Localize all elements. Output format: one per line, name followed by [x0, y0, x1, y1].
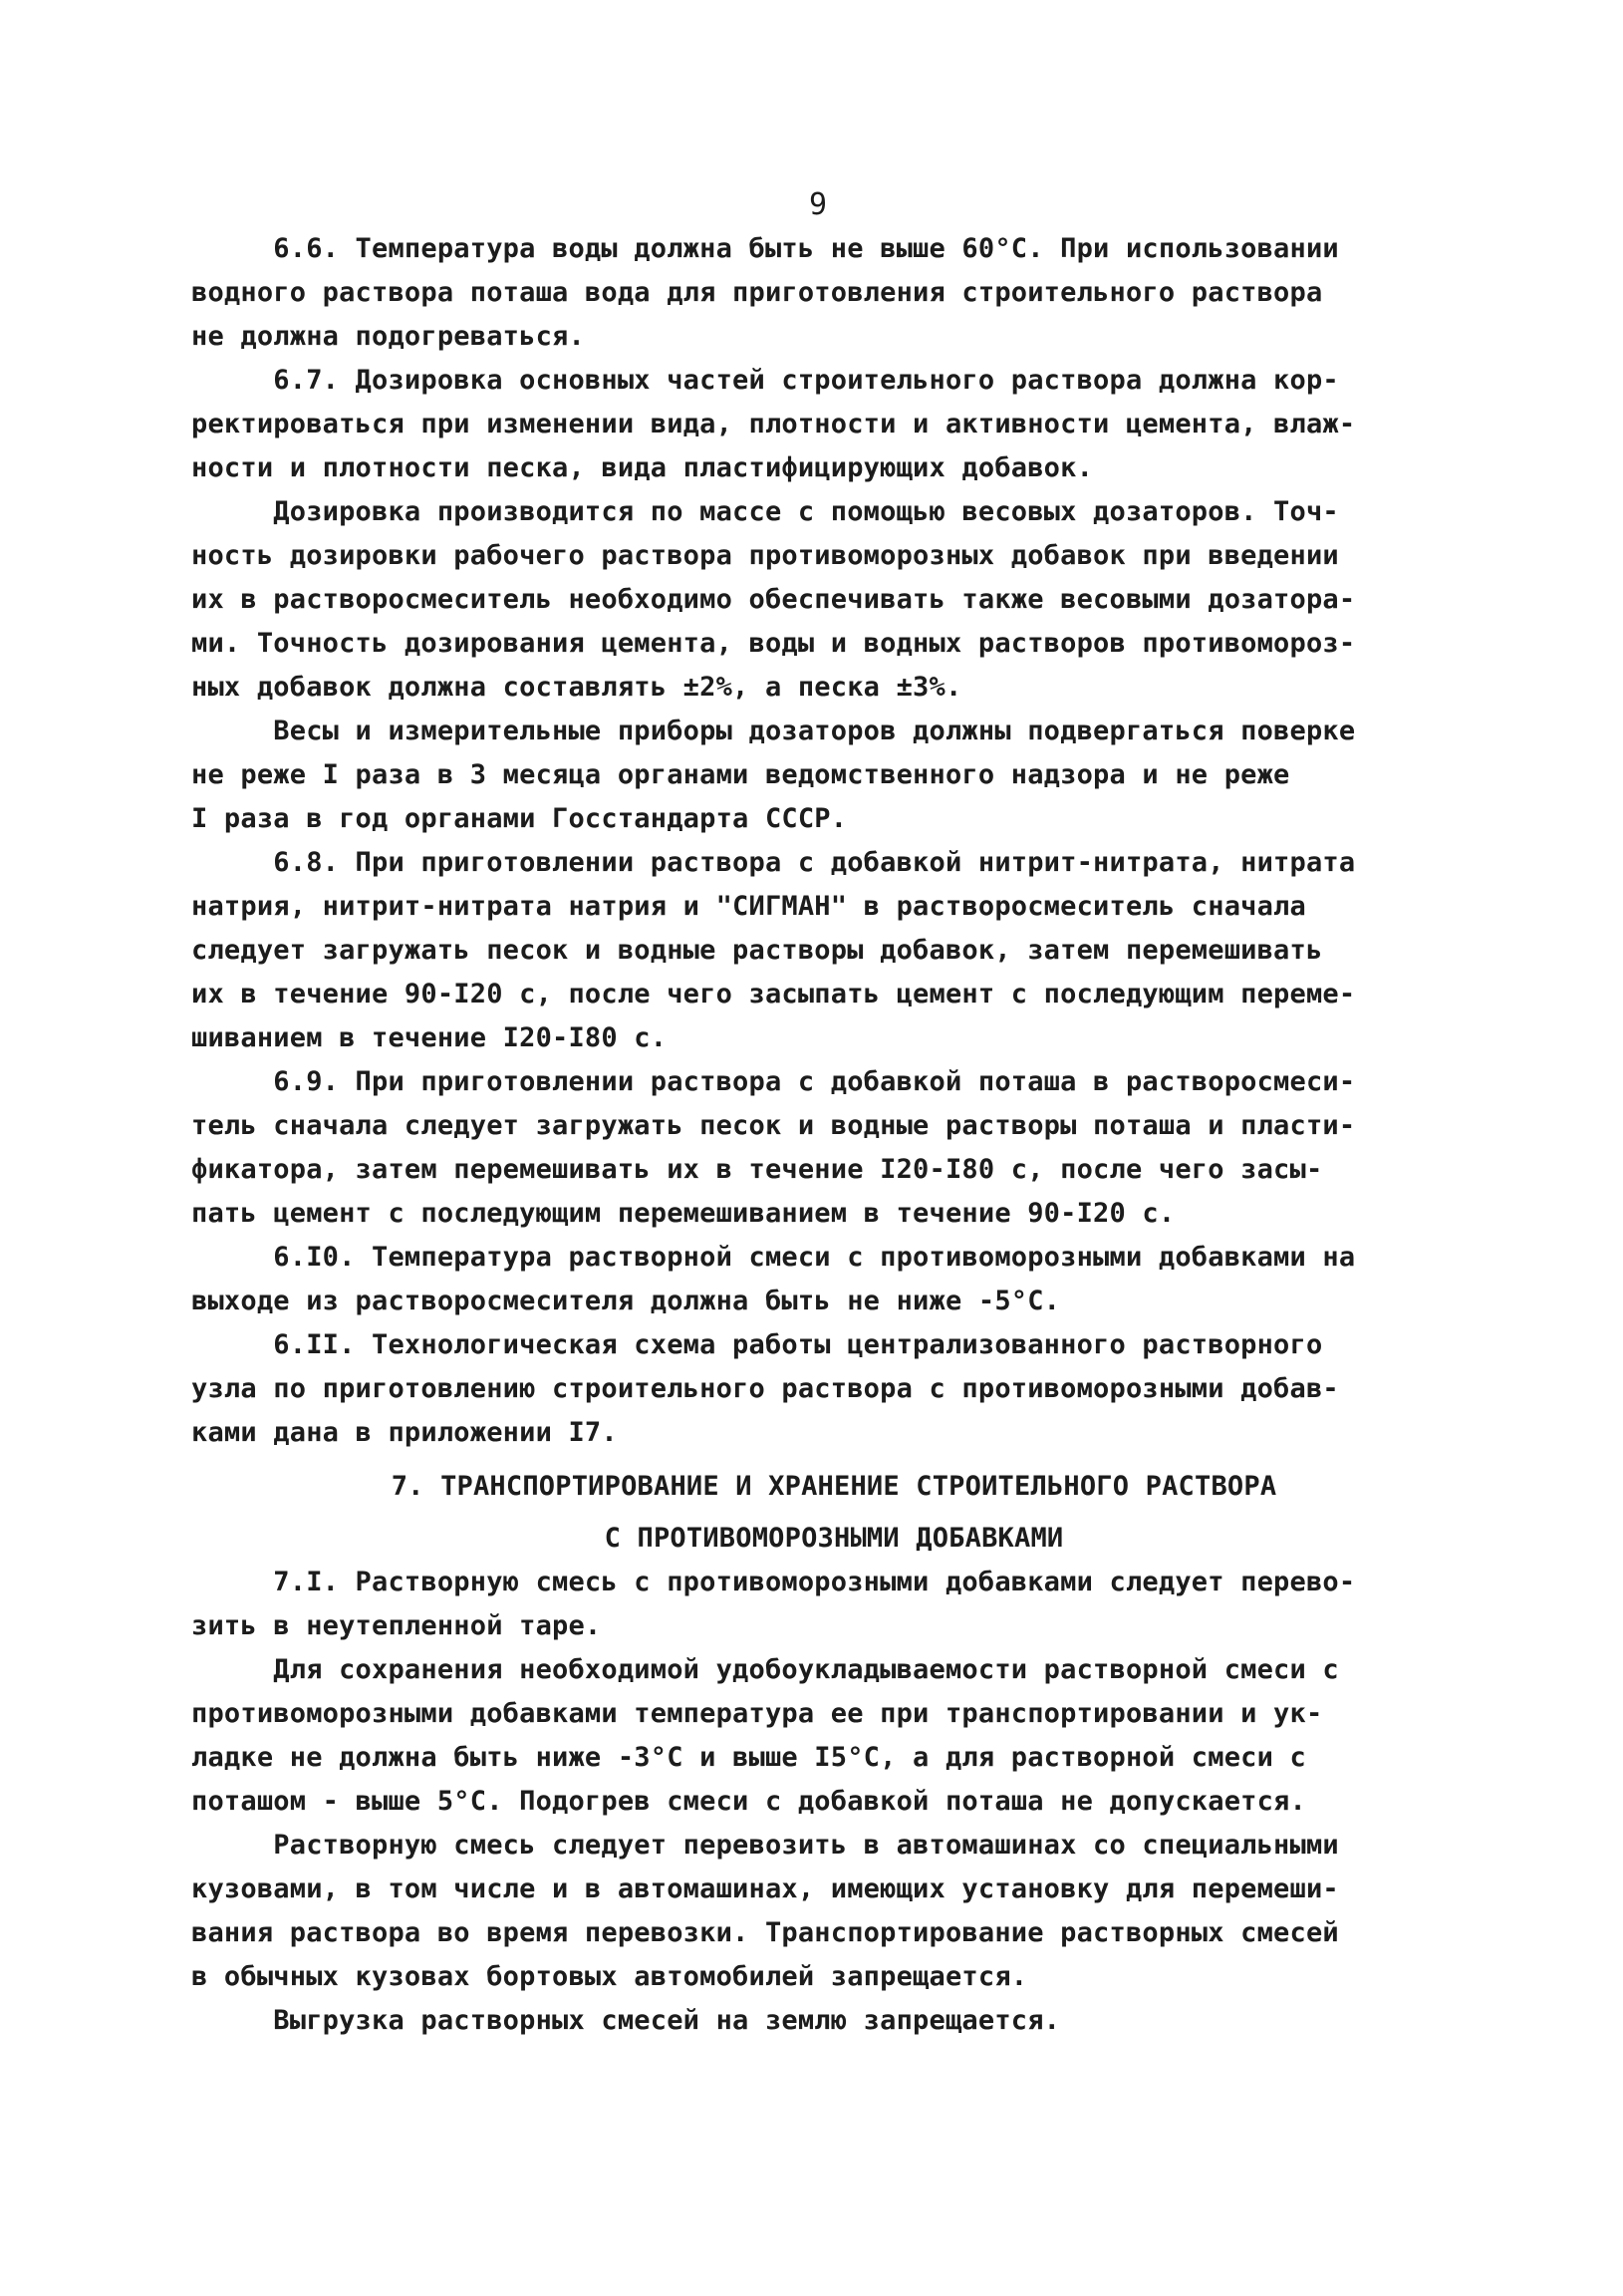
text-line: Для сохранения необходимой удобоукладываемости растворной смеси с	[191, 1654, 1339, 1685]
text-line: ладке не должна быть ниже -3°С и выше I5°С, а для растворной смеси с	[191, 1742, 1306, 1773]
text-line: ности и плотности песка, вида пластифицирующих добавок.	[191, 452, 1094, 483]
text-line: следует загружать песок и водные растворы добавок, затем перемешивать	[191, 935, 1323, 966]
text-line: 6.6. Температура воды должна быть не выше 60°С. При использовании	[191, 233, 1339, 264]
page-number: 9	[809, 187, 828, 222]
heading-line: 7. ТРАНСПОРТИРОВАНИЕ И ХРАНЕНИЕ СТРОИТЕЛЬНОГО РАСТВОРА	[391, 1471, 1277, 1502]
text-line: узла по приготовлению строительного раствора с противоморозными добав-	[191, 1373, 1339, 1404]
text-line: зить в неутепленной таре.	[191, 1610, 602, 1641]
text-line: пать цемент с последующим перемешиванием в течение 90-I20 с.	[191, 1198, 1176, 1229]
text-line: Весы и измерительные приборы дозаторов должны подвергаться поверке	[191, 716, 1356, 746]
text-line: I раза в год органами Госстандарта СССР.	[191, 803, 848, 834]
text-line: 6.I0. Температура растворной смеси с противоморозными добавками на	[191, 1242, 1356, 1273]
section-7-heading	[191, 1461, 1477, 1565]
text-line: Дозировка производится по массе с помощью весовых дозаторов. Точ-	[191, 496, 1339, 527]
text-line: шиванием в течение I20-I80 с.	[191, 1022, 668, 1053]
text-line: противоморозными добавками температура ее при транспортировании и ук-	[191, 1698, 1323, 1729]
text-line: вания раствора во время перевозки. Транспортирование растворных смесей	[191, 1917, 1339, 1948]
text-line: Выгрузка растворных смесей на землю запрещается.	[191, 2005, 1061, 2036]
text-line: их в течение 90-I20 с, после чего засыпать цемент с последующим переме-	[191, 979, 1356, 1009]
text-line: ками дана в приложении I7.	[191, 1417, 618, 1448]
text-line: фикатора, затем перемешивать их в течение I20-I80 с, после чего засы-	[191, 1154, 1323, 1185]
text-line: не должна подогреваться.	[191, 321, 585, 352]
text-line: тель сначала следует загружать песок и водные растворы поташа и пласти-	[191, 1110, 1356, 1141]
section-6-text	[191, 227, 1477, 1455]
text-line: в обычных кузовах бортовых автомобилей запрещается.	[191, 1961, 1028, 1992]
heading-line: С ПРОТИВОМОРОЗНЫМИ ДОБАВКАМИ	[604, 1523, 1064, 1554]
section-7-text	[191, 1561, 1477, 2043]
text-line: ректироваться при изменении вида, плотности и активности цемента, влаж-	[191, 409, 1356, 439]
text-line: ных добавок должна составлять ±2%, а песка ±3%.	[191, 672, 962, 703]
text-line: 7.I. Растворную смесь с противоморозными добавками следует перево-	[191, 1567, 1356, 1597]
text-line: Растворную смесь следует перевозить в автомашинах со специальными	[191, 1830, 1339, 1861]
text-line: не реже I раза в 3 месяца органами ведомственного надзора и не реже	[191, 759, 1290, 790]
text-line: 6.7. Дозировка основных частей строительного раствора должна кор-	[191, 365, 1339, 396]
text-line: водного раствора поташа вода для приготовления строительного раствора	[191, 277, 1323, 308]
text-line: их в растворосмеситель необходимо обеспечивать также весовыми дозатора-	[191, 584, 1356, 615]
text-line: ми. Точность дозирования цемента, воды и водных растворов противомороз-	[191, 628, 1356, 659]
text-line: выходе из растворосмесителя должна быть не ниже -5°С.	[191, 1286, 1061, 1316]
text-line: 6.II. Технологическая схема работы централизованного растворного	[191, 1329, 1323, 1360]
text-line: 6.9. При приготовлении раствора с добавкой поташа в растворосмеси-	[191, 1066, 1356, 1097]
text-line: поташом - выше 5°С. Подогрев смеси с добавкой поташа не допускается.	[191, 1786, 1306, 1817]
text-line: 6.8. При приготовлении раствора с добавкой нитрит-нитрата, нитрата	[191, 847, 1356, 878]
text-line: кузовами, в том числе и в автомашинах, имеющих установку для перемеши-	[191, 1873, 1339, 1904]
text-line: ность дозировки рабочего раствора противоморозных добавок при введении	[191, 540, 1339, 571]
text-line: натрия, нитрит-нитрата натрия и "СИГМАН" в растворосмеситель сначала	[191, 891, 1306, 922]
